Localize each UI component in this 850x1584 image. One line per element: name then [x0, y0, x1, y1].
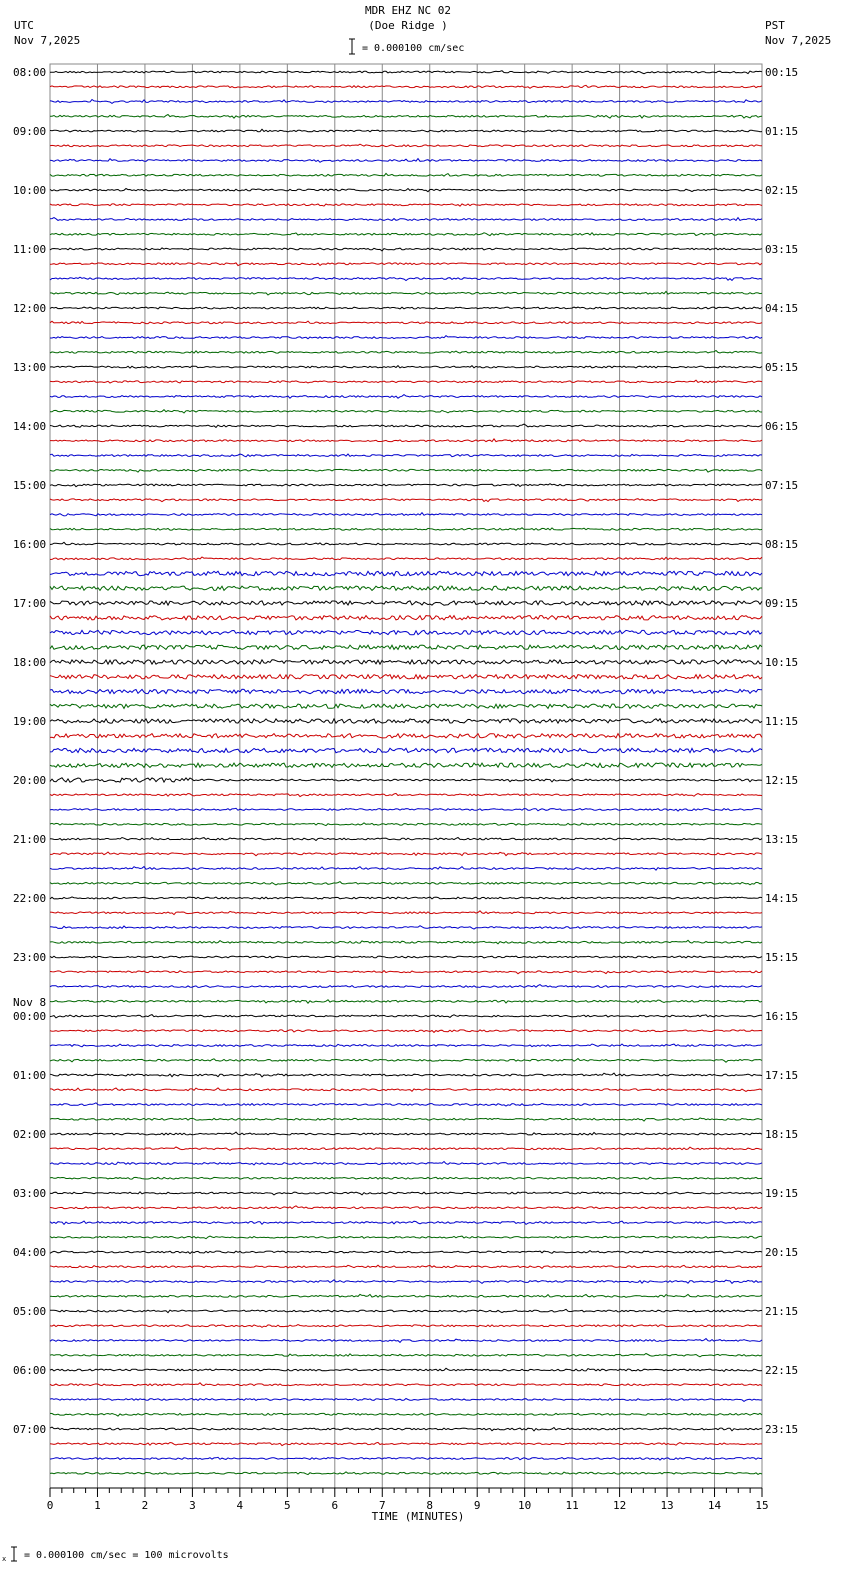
trace-line — [50, 748, 762, 752]
trace-line — [50, 1368, 762, 1371]
utc-hour-label: 00:00 — [13, 1010, 47, 1023]
trace-line — [50, 778, 762, 782]
trace-line — [50, 204, 762, 206]
utc-hour-label: 20:00 — [13, 774, 47, 787]
pst-date-label: Nov 7,2025 — [765, 34, 832, 47]
pst-hour-label: 18:15 — [765, 1128, 799, 1141]
trace-line — [50, 291, 762, 295]
utc-hour-label: 15:00 — [13, 479, 47, 492]
pst-hour-label: 17:15 — [765, 1069, 799, 1082]
trace-line — [50, 173, 762, 176]
trace-line — [50, 719, 762, 723]
pst-hour-label: 04:15 — [765, 302, 799, 315]
pst-hour-label: 15:15 — [765, 951, 799, 964]
trace-line — [50, 956, 762, 958]
utc-hour-label: 23:00 — [13, 951, 47, 964]
trace-line — [50, 1325, 762, 1328]
time-axis — [47, 1488, 769, 1512]
trace-line — [50, 1413, 762, 1416]
x-tick-label: 11 — [565, 1499, 579, 1512]
x-tick-label: 10 — [518, 1499, 532, 1512]
trace-line — [50, 1265, 762, 1268]
trace-line — [50, 1073, 762, 1077]
x-tick-label: 4 — [236, 1499, 244, 1512]
trace-line — [50, 263, 762, 266]
trace-line — [50, 1383, 762, 1386]
trace-line — [50, 926, 762, 929]
x-tick-label: 13 — [660, 1499, 674, 1512]
trace-line — [50, 1206, 762, 1210]
utc-hour-label: 14:00 — [13, 420, 47, 433]
trace-line — [50, 689, 762, 693]
trace-group — [50, 71, 762, 1475]
utc-hour-label: 04:00 — [13, 1246, 47, 1259]
trace-line — [50, 1177, 762, 1179]
trace-line — [50, 645, 762, 649]
utc-hour-label: 01:00 — [13, 1069, 47, 1082]
trace-line — [50, 321, 762, 324]
utc-hour-label: 03:00 — [13, 1187, 47, 1200]
trace-line — [50, 1354, 762, 1357]
trace-line — [50, 911, 762, 915]
trace-line — [50, 704, 762, 708]
pst-zone-label: PST — [765, 19, 785, 32]
trace-line — [50, 129, 762, 132]
x-tick-label: 3 — [189, 1499, 196, 1512]
trace-line — [50, 542, 762, 545]
trace-line — [50, 852, 762, 856]
pst-hour-label: 13:15 — [765, 833, 799, 846]
trace-line — [50, 1309, 762, 1312]
trace-line — [50, 159, 762, 163]
pst-hour-label: 12:15 — [765, 774, 799, 787]
x-axis-label: TIME (MINUTES) — [371, 1510, 465, 1523]
plot-frame — [50, 64, 762, 1488]
trace-line — [50, 1044, 762, 1047]
trace-line — [50, 940, 762, 944]
trace-line — [50, 513, 762, 516]
trace-line — [50, 1236, 762, 1239]
trace-line — [50, 1088, 762, 1092]
trace-line — [50, 1398, 762, 1401]
trace-line — [50, 823, 762, 826]
trace-line — [50, 1442, 762, 1445]
trace-line — [50, 1103, 762, 1106]
pst-hour-label: 05:15 — [765, 361, 799, 374]
utc-hour-label: 16:00 — [13, 538, 47, 551]
pst-hour-label: 21:15 — [765, 1305, 799, 1318]
footer-scale-label: = 0.000100 cm/sec = 100 microvolts — [24, 1550, 229, 1561]
trace-line — [50, 1000, 762, 1003]
scale-label: = 0.000100 cm/sec — [362, 43, 465, 54]
utc-hour-label: 11:00 — [13, 243, 47, 256]
utc-hour-label: 05:00 — [13, 1305, 47, 1318]
utc-hour-label: 19:00 — [13, 715, 47, 728]
scale-bar-icon — [349, 39, 355, 54]
utc-hour-label: 17:00 — [13, 597, 47, 610]
trace-line — [50, 395, 762, 399]
trace-line — [50, 838, 762, 841]
pst-hour-label: 10:15 — [765, 656, 799, 669]
utc-date-label: Nov 7,2025 — [14, 34, 81, 47]
trace-line — [50, 71, 762, 74]
trace-line — [50, 1221, 762, 1224]
trace-line — [50, 985, 762, 988]
utc-hour-label: 09:00 — [13, 125, 47, 138]
trace-line — [50, 410, 762, 413]
trace-line — [50, 1294, 762, 1297]
utc-hour-label: 06:00 — [13, 1364, 47, 1377]
pst-hour-label: 20:15 — [765, 1246, 799, 1259]
pst-hour-label: 02:15 — [765, 184, 799, 197]
pst-hour-label: 01:15 — [765, 125, 799, 138]
pst-hour-label: 19:15 — [765, 1187, 799, 1200]
x-tick-label: 2 — [141, 1499, 149, 1512]
trace-line — [50, 571, 762, 575]
trace-line — [50, 233, 762, 236]
trace-line — [50, 424, 762, 427]
trace-line — [50, 469, 762, 472]
trace-line — [50, 454, 762, 457]
trace-line — [50, 1280, 762, 1284]
trace-line — [50, 1192, 762, 1195]
trace-line — [50, 351, 762, 354]
trace-line — [50, 1457, 762, 1460]
utc-hour-label: 08:00 — [13, 66, 47, 79]
trace-line — [50, 763, 762, 767]
pst-hour-label: 16:15 — [765, 1010, 799, 1023]
trace-line — [50, 808, 762, 811]
pst-hour-label: 06:15 — [765, 420, 799, 433]
x-tick-label: 14 — [707, 1499, 722, 1512]
date-change-label: Nov 8 — [13, 996, 47, 1009]
station-title: MDR EHZ NC 02 — [364, 4, 452, 17]
trace-line — [50, 1472, 762, 1475]
utc-hour-label: 12:00 — [13, 302, 47, 315]
trace-line — [50, 601, 762, 605]
trace-line — [50, 1251, 762, 1254]
trace-line — [50, 380, 762, 383]
trace-line — [50, 144, 762, 146]
trace-line — [50, 100, 762, 104]
utc-hour-label: 10:00 — [13, 184, 47, 197]
x-tick-label: 6 — [331, 1499, 339, 1512]
pst-hour-label: 11:15 — [765, 715, 799, 728]
trace-line — [50, 1132, 762, 1135]
trace-line — [50, 115, 762, 119]
utc-zone-label: UTC — [14, 19, 34, 32]
trace-line — [50, 557, 762, 560]
pst-hour-label: 07:15 — [765, 479, 799, 492]
pst-hour-label: 14:15 — [765, 892, 799, 905]
trace-line — [50, 307, 762, 309]
trace-line — [50, 586, 762, 590]
chart-grid — [50, 64, 762, 1488]
utc-hour-label: 22:00 — [13, 892, 47, 905]
trace-line — [50, 675, 762, 679]
trace-line — [50, 734, 762, 738]
trace-line — [50, 336, 762, 339]
station-site: (Doe Ridge ) — [368, 19, 448, 32]
trace-line — [50, 528, 762, 530]
trace-line — [50, 867, 762, 871]
trace-line — [50, 660, 762, 664]
trace-line — [50, 248, 762, 251]
pst-hour-label: 00:15 — [765, 66, 799, 79]
x-tick-label: 5 — [284, 1499, 291, 1512]
pst-hour-label: 08:15 — [765, 538, 799, 551]
footer-scale-icon — [2, 1547, 17, 1563]
trace-line — [50, 189, 762, 192]
pst-hour-label: 09:15 — [765, 597, 799, 610]
trace-line — [50, 897, 762, 899]
trace-line — [50, 882, 762, 885]
x-tick-label: 1 — [94, 1499, 101, 1512]
trace-line — [50, 85, 762, 88]
trace-line — [50, 484, 762, 487]
x-tick-label: 8 — [426, 1499, 434, 1512]
trace-line — [50, 499, 762, 502]
trace-line — [50, 218, 762, 221]
utc-hour-label: 13:00 — [13, 361, 47, 374]
x-tick-label: 15 — [755, 1499, 769, 1512]
pst-hour-label: 23:15 — [765, 1423, 799, 1436]
trace-line — [50, 616, 762, 620]
utc-hour-label: 21:00 — [13, 833, 47, 846]
utc-hour-label: 18:00 — [13, 656, 47, 669]
trace-line — [50, 366, 762, 369]
trace-line — [50, 1339, 762, 1343]
trace-line — [50, 1427, 762, 1431]
x-tick-label: 12 — [612, 1499, 627, 1512]
trace-line — [50, 1015, 762, 1018]
trace-line — [50, 1162, 762, 1166]
utc-hour-label: 07:00 — [13, 1423, 47, 1436]
trace-line — [50, 439, 762, 442]
x-tick-label: 7 — [378, 1499, 386, 1512]
pst-hour-label: 03:15 — [765, 243, 799, 256]
trace-line — [50, 1147, 762, 1150]
trace-line — [50, 1118, 762, 1121]
trace-line — [50, 793, 762, 796]
trace-line — [50, 1030, 762, 1033]
trace-line — [50, 971, 762, 974]
trace-line — [50, 277, 762, 280]
pst-hour-label: 22:15 — [765, 1364, 799, 1377]
x-tick-label: 9 — [473, 1499, 481, 1512]
svg-text:x: x — [2, 1555, 7, 1563]
trace-line — [50, 1059, 762, 1063]
utc-hour-label: 02:00 — [13, 1128, 47, 1141]
trace-line — [50, 630, 762, 634]
x-tick-label: 0 — [46, 1499, 54, 1512]
